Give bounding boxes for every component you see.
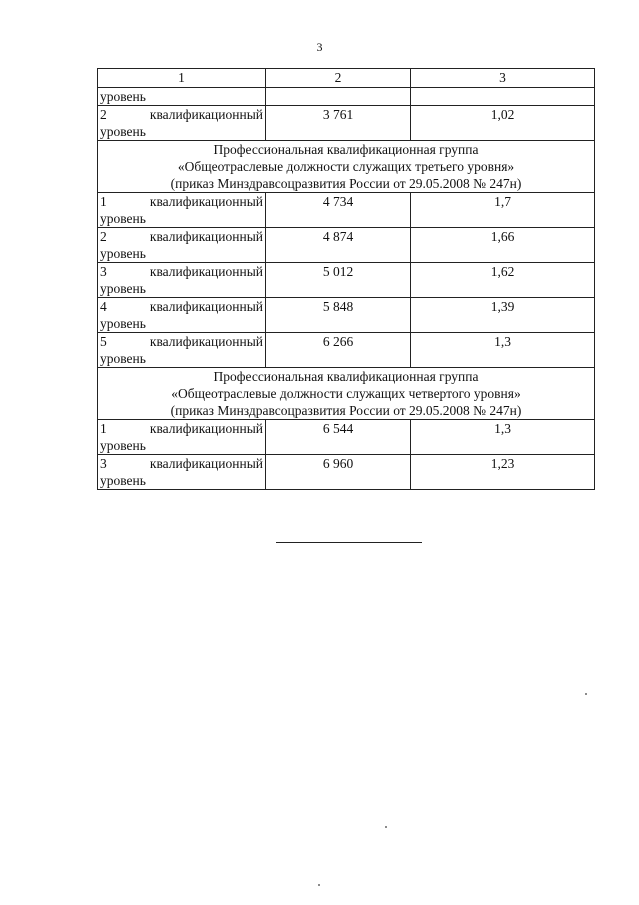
salary-value: 6 960	[266, 455, 411, 490]
level-number: 1	[100, 194, 107, 209]
level-cell	[98, 193, 266, 228]
salary-value: 5 848	[266, 298, 411, 333]
coefficient-value: 1,23	[411, 455, 595, 490]
level-number: 2	[100, 229, 107, 244]
level-number: 3	[100, 264, 107, 279]
table-row	[98, 193, 595, 228]
coefficient-value: 1,3	[411, 333, 595, 368]
level-word: квалификационный	[149, 264, 263, 279]
level-line	[100, 298, 263, 315]
header-col-1: 1	[98, 69, 266, 88]
page-number: 3	[316, 40, 323, 54]
level-line	[100, 106, 263, 123]
group-order: (приказ Минздравсоцразвития России от 29.05.2008 № 247н)	[170, 403, 522, 418]
level-word: квалификационный	[149, 456, 263, 471]
table-row	[98, 455, 595, 490]
group-name: «Общеотраслевые должности служащих третьего уровня»	[177, 159, 515, 174]
group-title: Профессиональная квалификационная группа	[213, 369, 479, 384]
level-cell	[98, 420, 266, 455]
table-row	[98, 263, 595, 298]
level-word: квалификационный	[149, 334, 263, 349]
continuation-row	[98, 88, 595, 106]
level-word2: уровень	[100, 211, 146, 226]
coefficient-value: 1,62	[411, 263, 595, 298]
scan-speck	[385, 826, 387, 828]
level-line	[100, 455, 263, 472]
level-word2: уровень	[100, 438, 146, 453]
scan-speck	[318, 884, 320, 886]
level-word2: уровень	[100, 351, 146, 366]
table-body	[98, 69, 595, 490]
empty-cell	[266, 88, 411, 106]
group-order: (приказ Минздравсоцразвития России от 29.05.2008 № 247н)	[170, 176, 522, 191]
coefficient-value: 1,3	[411, 420, 595, 455]
level-word2: уровень	[100, 473, 146, 488]
group-title: Профессиональная квалификационная группа	[213, 142, 479, 157]
table-row	[98, 333, 595, 368]
level-word: квалификационный	[149, 299, 263, 314]
coefficient-value: 1,02	[411, 106, 595, 141]
header-col-3: 3	[411, 69, 595, 88]
table-row	[98, 298, 595, 333]
continuation-label: уровень	[98, 88, 266, 106]
table-row	[98, 228, 595, 263]
empty-cell	[411, 88, 595, 106]
coefficient-value: 1,7	[411, 193, 595, 228]
group-header-row	[98, 141, 595, 193]
salary-value: 6 544	[266, 420, 411, 455]
level-word: квалификационный	[149, 194, 263, 209]
group-header	[98, 141, 595, 193]
level-number: 1	[100, 421, 107, 436]
level-word: квалификационный	[149, 421, 263, 436]
level-word2: уровень	[100, 316, 146, 331]
level-word: квалификационный	[149, 107, 263, 122]
scan-speck	[585, 693, 587, 695]
salary-value: 4 734	[266, 193, 411, 228]
level-word2: уровень	[100, 281, 146, 296]
level-number: 4	[100, 299, 107, 314]
signature-line	[276, 542, 422, 543]
salary-value: 5 012	[266, 263, 411, 298]
level-cell	[98, 263, 266, 298]
level-number: 2	[100, 107, 107, 122]
group-name: «Общеотраслевые должности служащих четвертого уровня»	[171, 386, 521, 401]
salary-value: 3 761	[266, 106, 411, 141]
level-line	[100, 420, 263, 437]
level-number: 3	[100, 456, 107, 471]
level-line	[100, 333, 263, 350]
level-cell	[98, 228, 266, 263]
header-row	[98, 69, 595, 88]
level-cell	[98, 333, 266, 368]
coefficient-value: 1,39	[411, 298, 595, 333]
salary-table	[97, 68, 595, 490]
salary-value: 4 874	[266, 228, 411, 263]
level-line	[100, 263, 263, 280]
group-header	[98, 368, 595, 420]
group-header-row	[98, 368, 595, 420]
level-cell	[98, 106, 266, 141]
table-row	[98, 420, 595, 455]
level-word: квалификационный	[149, 229, 263, 244]
table-row	[98, 106, 595, 141]
level-line	[100, 193, 263, 210]
salary-value: 6 266	[266, 333, 411, 368]
coefficient-value: 1,66	[411, 228, 595, 263]
level-line	[100, 228, 263, 245]
header-col-2: 2	[266, 69, 411, 88]
level-number: 5	[100, 334, 107, 349]
level-cell	[98, 455, 266, 490]
level-cell	[98, 298, 266, 333]
level-word2: уровень	[100, 246, 146, 261]
level-word2: уровень	[100, 124, 146, 139]
